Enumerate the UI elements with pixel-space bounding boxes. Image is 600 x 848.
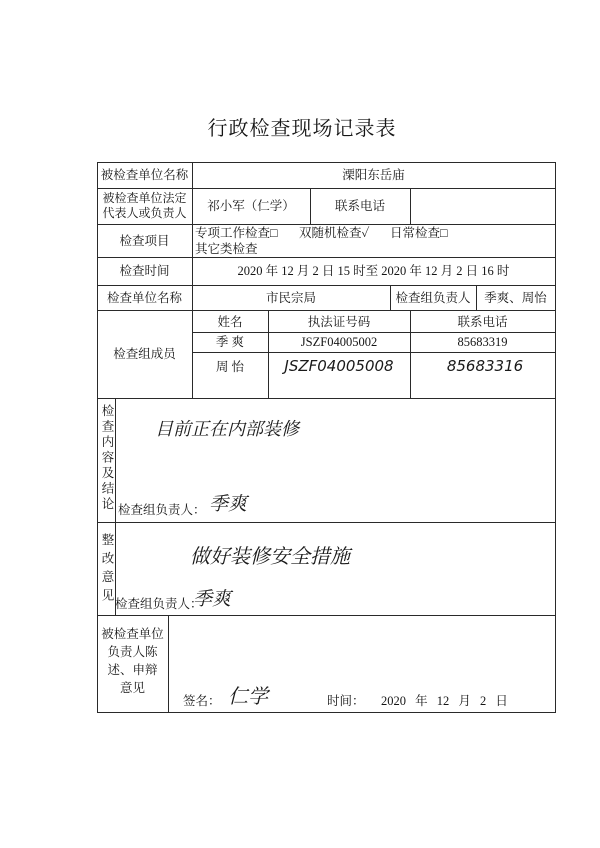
statement-signature: 仁学: [228, 684, 268, 708]
table-border-line: [410, 188, 411, 224]
table-border-line: [97, 285, 556, 286]
option-special-checkbox: 专项工作检查□: [195, 226, 278, 240]
content-leader-signature: 季爽: [209, 493, 248, 515]
table-border-line: [168, 615, 169, 712]
inspection-time-label: 检查时间: [119, 264, 170, 278]
member-name: 周 怡: [215, 360, 245, 374]
table-border-line: [97, 398, 556, 399]
option-other: 其它类检查: [195, 242, 258, 256]
rectification-leader-signature: 季爽: [193, 588, 232, 610]
content-leader-label: 检查组负责人：: [118, 503, 206, 517]
rectification-label: 整改意见: [100, 533, 114, 607]
member-phone-handwritten: 85683316: [446, 357, 524, 375]
table-border-line: [97, 224, 556, 225]
table-border-line: [555, 162, 556, 713]
unit-name-value: 溧阳东岳庙: [342, 168, 405, 182]
time-label: 时间：: [327, 694, 365, 708]
form-title: 行政检查现场记录表: [207, 118, 397, 140]
inspection-time-value: 2020 年 12 月 2 日 15 时至 2020 年 12 月 2 日 16 时: [237, 264, 510, 278]
inspecting-unit-value: 市民宗局: [265, 291, 316, 305]
member-cert-no-handwritten: JSZF04005008: [284, 357, 394, 375]
statement-label-line: 负责人陈: [107, 645, 158, 659]
table-border-line: [97, 615, 556, 616]
team-header-phone: 联系电话: [457, 315, 508, 329]
team-leader-value: 季爽、周怡: [484, 291, 547, 305]
representative-label-line: 代表人或负责人: [102, 206, 187, 220]
team-members-label: 检查组成员: [113, 347, 176, 361]
content-handwritten-text: 目前正在内部装修: [155, 419, 299, 440]
statement-label-line: 意见: [119, 681, 145, 695]
statement-label-line: 被检查单位: [101, 627, 164, 641]
member-cert-no: JSZF04005002: [300, 335, 378, 349]
inspection-items-label: 检查项目: [119, 234, 170, 248]
table-border-line: [97, 257, 556, 258]
option-daily-checkbox: 日常检查□: [390, 226, 448, 240]
team-header-cert: 执法证号码: [307, 315, 371, 329]
member-phone: 85683319: [457, 335, 508, 349]
representative-label: [97, 191, 192, 221]
table-border-line: [97, 162, 556, 163]
member-name: 季 爽: [215, 335, 245, 349]
rectification-leader-label: 检查组负责人：: [115, 597, 203, 611]
table-border-line: [192, 332, 556, 333]
team-leader-label: 检查组负责人: [395, 291, 471, 305]
inspecting-unit-label: 检查单位名称: [106, 291, 182, 305]
statement-label: [97, 625, 168, 697]
table-border-line: [97, 522, 556, 523]
table-border-line: [97, 712, 556, 713]
rectification-handwritten-text: 做好装修安全措施: [190, 544, 350, 568]
representative-value: 祁小军（仁学）: [207, 199, 295, 213]
content-label: 检查内容及结论: [100, 404, 114, 513]
sign-label: 签名：: [183, 694, 221, 708]
team-header-name: 姓名: [217, 315, 243, 329]
representative-label-line: 被检查单位法定: [102, 191, 187, 205]
representative-phone-label: 联系电话: [334, 199, 385, 213]
statement-label-line: 述、申辩: [107, 663, 158, 677]
table-border-line: [97, 310, 556, 311]
table-border-line: [115, 398, 116, 615]
unit-name-label: 被检查单位名称: [100, 168, 189, 182]
time-value: 2020 年 12 月 2 日: [381, 694, 508, 708]
option-random-checkbox: 双随机检查✓: [299, 226, 370, 240]
table-border-line: [192, 352, 556, 353]
table-border-line: [97, 188, 556, 189]
